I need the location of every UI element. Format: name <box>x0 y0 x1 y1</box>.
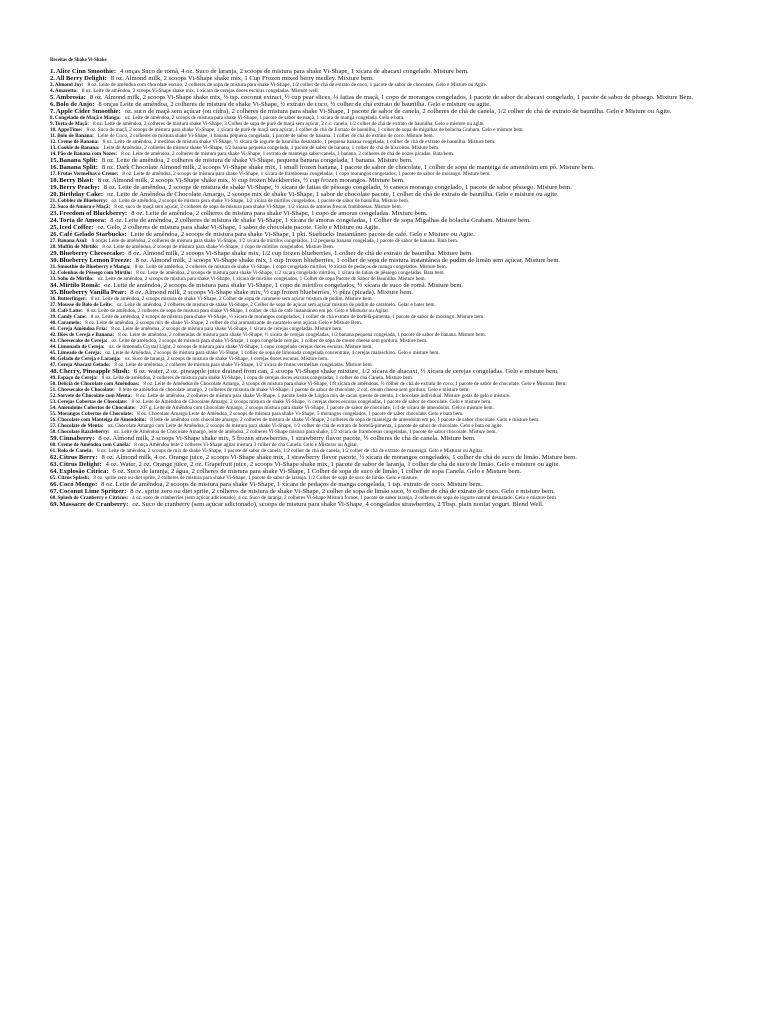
recipe-item <box>50 68 718 75</box>
recipe-text: 8 onça Amêndoa leite 2 colheres Vi-Shape agitar mistura 3 colher de chá Canela. Gelo e Misturar ou Agitar. <box>134 442 359 448</box>
recipe-text: 8 oz. Leite de amêndoa, 2 scoops de mistura para shake Vi-Shape, 1/2 xícara congelado mirtilos, 1 xícara de fatias de pêssego congeladas. Bata bem. <box>136 270 445 276</box>
recipe-number: 61. <box>50 448 57 454</box>
recipe-text: 8 oz. Leite de amêndoa, 2 colheres de mistura para shake Vi-Shape, 1/2 xícara de frutas vermelhas congeladas. Misture bem. <box>114 362 374 368</box>
recipe-number: 19. <box>50 184 59 191</box>
recipe-text: 8 oz. suco de maçã sem açúcar, 2 colheres de sopa de mistura para shake Vi-Shape, 1/2 xícara de amoras frescas framboesas. Misture bem. <box>114 204 402 210</box>
recipe-number: 35. <box>50 289 59 296</box>
recipe-number: 18. <box>50 177 59 184</box>
recipe-text: 8 oz. water, 2 oz. pineapple juice drained from can, 2 scoops Vi-Shape shake mixture, 1/2 xícara de abacaxi, ½ xícara de cerejas congeladas. Gelo e misture bem. <box>133 368 559 375</box>
recipe-number: 13. <box>50 145 57 151</box>
recipe-number: 33. <box>50 276 57 282</box>
recipe-number: 21. <box>50 198 57 204</box>
recipe-text: 4 oz. suco de cranberries (sem açúcar adicionado), 4 oz. Suco de laranja, 2 colheres Vi-Shape Mistura fornos, 1 pacote de sabor laranja, 2 colheres de sopa de iogurte natural desnatado. Gelo e misture bem. <box>132 495 558 501</box>
recipe-name: Splash de Cranberry e Cítricos: <box>57 495 129 501</box>
recipe-name: Soho de Mirtilo: <box>57 276 94 282</box>
recipe-text: 8 oz. Leite de amêndoa, 2 colheres de mistura para shake Vi-Shape, 1 pacote Leite de Lógica mix de cacau quente de menta, 1 chocolate individual. Misture gotas de gelo e misture. <box>136 393 511 399</box>
recipe-name: Limeade de Cereja: <box>57 350 102 356</box>
recipe-text: oz. de limonada Crystal Light, 2 scoops de mistura para shake Vi-Shape, 1 copo congelado cerejas doces escuras. Misture bem. <box>108 344 373 350</box>
recipe-name: Blueberry Lemon Freeze: <box>59 257 132 264</box>
recipe-text: oz. Leite de Amêndoa, 2 scoops de mistura para shake Vi-Shape, 1 colher de sopa de limonada congelada concentrate, 4 cerejas maraschino. Gelo e misture bem. <box>105 350 440 356</box>
recipe-number: 8. <box>50 115 54 121</box>
recipe-name: Sorvete de Chocolate com Menta: <box>57 393 133 399</box>
recipe-item <box>50 282 718 289</box>
recipe-text: 8 oz. Almond milk, 2 scoops Vi-Shape shake mix, 5 frozen strawberries, 1 strawberry flavor pacote, ½ colheres de chá de canela. Misture bem. <box>98 435 476 442</box>
recipe-name: Cookie de Banana: <box>57 145 100 151</box>
recipe-item <box>50 164 718 171</box>
recipe-name: Butterfinger: <box>57 296 87 302</box>
recipe-name: Gelado de Cereja e Laranja: <box>57 356 121 362</box>
recipe-text: 8 oz. Almond milk, 2 scoops Vi-Shape shake mix, 1/2 cup frozen blueberries, 1 colher de chá de extrato de baunilha. Misture bem. <box>128 250 473 257</box>
recipe-name: Suco de Amora e Maçã: <box>57 204 111 210</box>
recipe-name: Muffin de Mirtilo: <box>57 244 99 250</box>
recipe-number: 54. <box>50 405 57 411</box>
recipe-number: 50. <box>50 381 57 387</box>
recipe-text: 4 onças Suco de romã, 4 oz. Suco de laranja, 2 scoops de mistura para shake Vi-Shape, 1 xícara de abacaxi congelado. Misture bem. <box>120 68 469 75</box>
recipe-text: oz. Suco de laranja, 2 scoops de mistura de shake Vi-Shape, 1 cerejas doces escuras. Misture bem. <box>124 356 329 362</box>
recipe-text: Leite de Amêndoa, 2 colheres de mistura shake Vi-Shape, 1/2 banana pequena congelada, 1 pacote de sabor de banana, 1 colher de chá de biscoitos. Misture bem. <box>103 145 440 151</box>
recipe-number: 23. <box>50 210 59 217</box>
recipe-text: 8 oz. sprite zero ou diet sprite, 2 colheres de mistura para shake Vi-Shape, 1 pacote de sabor de laranja. 1/2 Colher de sopa de suco de limão. Gelo e misture. <box>93 475 419 481</box>
recipe-text: 8 oz. Almond milk, 2 scoops Vi-Shape shake mix, ½ cup frozen blackberries, ½ cup frozen morangos. Mixture bem. <box>97 177 405 184</box>
recipe-number: 32. <box>50 270 57 276</box>
recipe-number: 16. <box>50 164 59 171</box>
recipe-text: 8 oz. Dark Chocolate Almond milk, 2 scoops Vi-Shape shake mix, 1 small frozen banana, 1 pacote de sabor de chocolate, 1 colher de sopa de manteiga de amendoim em pó. Misture bem. <box>101 164 595 171</box>
recipe-number: 41. <box>50 326 57 332</box>
recipe-number: 36. <box>50 296 57 302</box>
recipe-item <box>50 501 718 508</box>
recipe-number: 4. <box>50 88 54 94</box>
recipe-name: Frutas Vermelhas e Creme: <box>57 171 119 177</box>
recipe-name: Alice Cinn Smoothie: <box>55 68 117 75</box>
recipe-number: 52. <box>50 393 57 399</box>
recipe-number: 44. <box>50 344 57 350</box>
recipe-number: 7. <box>50 108 55 115</box>
recipe-number: 17. <box>50 171 57 177</box>
recipe-name: Iced Coffee: <box>59 224 94 231</box>
recipe-text: 8 oz. Leite de amêndoa, 2 colheres de mistura de shake Vi-Shape, 1 copo congelado mirtilos, ½ xícara de pedaços de manga congelados. Misture bem. <box>134 264 448 270</box>
recipe-number: 15. <box>50 157 59 164</box>
recipe-name: Coco Mongo: <box>59 481 98 488</box>
recipe-name: Torta de Amora: <box>59 217 107 224</box>
recipe-number: 39. <box>50 314 57 320</box>
recipe-text: oz. Gelo, 2 colheres de mistura para shake Vi-Shape, 1 sabor de chocolate pacote. Gelo e Misture ou Agite. <box>97 224 380 231</box>
recipe-name: Cobbler de Blueberry: <box>57 198 108 204</box>
recipe-name: Apple Cider Smoothie: <box>55 108 121 115</box>
recipe-name: Explosão Cítrica: <box>59 468 109 475</box>
recipe-number: 66. <box>50 481 59 488</box>
recipe-name: Cherry, Pineapple Slush: <box>59 368 130 375</box>
recipe-text: 8 oz. Leite de amêndoa, 2 colheres de mistura para shake Vi-Shape, 1 copo de cerejas doces escuras congeladas, 1 colher de chá Canela. Misture bem. <box>101 375 414 381</box>
recipe-number: 53. <box>50 399 57 405</box>
recipe-name: Smoothie de Blueberry e Manga: <box>57 264 131 270</box>
recipe-item <box>50 461 718 468</box>
recipe-text: 8 oz. Chocolate Amargo Leite de Amêndoa, 2 scoops de mistura para shake Vi-Shape, 5 morangos congelados, 1 pacote de sabor chocolate. Gelo e bata bem. <box>137 411 464 417</box>
recipe-number: 63. <box>50 461 59 468</box>
recipe-text: 8 oz. Leite de amêndoa, 2 scoops de mistura para shake Vi-Shape, 1 xícara de pedaços de manga congelada, 1 tsp. extrato de coco. Misture bem. <box>101 481 483 488</box>
recipe-number: 58. <box>50 429 57 435</box>
recipe-text: 8 leite de amêndoa de chocolate amargo, 2 colheres de mistura de shake Vi-Shape, 1 pacote de sabor de chocolate, 2 col. cream cheese sem gordura. Gelo e misture bem. <box>118 387 470 393</box>
recipe-item <box>50 435 718 442</box>
recipe-name: Chocolate com Manteiga de Amendoim: <box>57 417 147 423</box>
recipe-text: 8 oz. Almond milk, 4 oz. Orange juice, 2 scoops Vi-Shape shake mix, 1 strawberry flavor pacote, ½ xícara de morangos congelados, 1 colher de chá de suco de limão. Misture bem. <box>101 454 577 461</box>
recipe-name: Banana Split: <box>59 157 98 164</box>
recipe-name: Creme de Banana: <box>57 139 99 145</box>
recipe-name: Citrus Splash: <box>57 475 90 481</box>
recipe-text: 8 onças Leite de amêndoa, 2 colheres de mistura para shake Vi-Shape, 1/2 xícara de mirtilos congelados, 1/2 pequena banana congelada, 1 pacote de sabor de banana. Bata bem. <box>91 238 459 244</box>
recipe-number: 38. <box>50 308 57 314</box>
recipe-text: 8 oz. Leite de amêndoa, 2 scoops de mistura para shake Vi-Shape, 1 xícara de cerejas congeladas. Misture bem. <box>111 326 343 332</box>
recipe-text: 8 oz. Leite de amêndoa, 2 colheres de sopa de mistura para shake Vi-Shape, 1 colher de chá de café instantâneo em pó. Gelo e Misturar ou Agitar. <box>86 308 390 314</box>
recipe-number: 5. <box>50 94 55 101</box>
recipe-text: 8 oz. Leite de amêndoa, 2 colheres de mistura de shake Vi-Shape, 1 xícara de amoras congeladas, 1 Colher de sopa Migalhas de bolacha Graham. Misture bem. <box>110 217 531 224</box>
recipe-name: Mousse de Bolo de Leite: <box>57 302 113 308</box>
recipe-name: Blueberry Vanilla Pear: <box>59 289 127 296</box>
recipe-name: Creme de Amêndoa com Canela: <box>57 442 131 448</box>
recipe-number: 31. <box>50 264 57 270</box>
recipe-item <box>50 191 718 198</box>
recipe-number: 37. <box>50 302 57 308</box>
recipe-name: Café Gelado Starbucks: <box>59 231 127 238</box>
recipe-text: 8 leite de amêndoa com chocolate amargo, 2 colheres de mistura de shake Vi-Shape, 2 colheres de sopa de manteiga de amendoim em pó, 1 pacote de sabor chocolate. Gelo e misture bem. <box>150 417 540 423</box>
recipe-number: 62. <box>50 454 59 461</box>
recipe-name: Amaretto: <box>54 88 78 94</box>
recipe-name: Chocolate Razzleberry: <box>57 429 110 435</box>
recipe-name: Chocolate de Menta: <box>57 423 104 429</box>
recipe-text: oz. Leite de amêndoa, 2 colheres de mistura de shake Vi-Shape, 2 Colher de sopa de açúcar sem açúcar mistura de pudim de caramelo. Gelar e bater bem. <box>116 302 436 308</box>
recipe-name: Espaço de Cereja: <box>57 375 98 381</box>
recipe-name: Ilões de Cereja e Banana: <box>57 332 115 338</box>
recipe-text: 4 oz. Water, 2 oz. Orange juice, 2 oz. Grapefruit juice, 2 scoops Vi-Shape shake mix, 1 pacote de sabor de laranja, 1 colher de chá de suco de limão. Gelo e misture ou agite. <box>105 461 561 468</box>
recipe-item <box>50 75 718 82</box>
recipe-number: 48. <box>50 368 59 375</box>
recipe-name: Mirtilo Romã: <box>59 282 101 289</box>
recipe-name: Freedom of Blackberry: <box>59 210 128 217</box>
recipe-text: oz. suco de maçã sem açúcar (ou cidra), 2 colheres de mistura para shake Vi-Shape, 1 pacote de sabor de canela, 2 colheres de chá de canela, 1/2 colher de chá de extrato de baunilha. Gelo e Misture ou Agite. <box>124 108 672 115</box>
recipe-name: AppeTime: <box>57 127 83 133</box>
recipe-text: 8 oz. Leite de amêndoa, 2 scoops mistura de shake Vi-Shape, 2 Colher de sopa de caramelo sem açúcar mistura de pudim. Misture bem. <box>90 296 373 302</box>
recipe-number: 34. <box>50 282 59 289</box>
recipe-number: 59. <box>50 435 59 442</box>
recipe-number: 51. <box>50 387 57 393</box>
recipe-item <box>50 289 718 296</box>
recipe-number: 43. <box>50 338 57 344</box>
recipe-number: 25. <box>50 224 59 231</box>
recipe-text: oz. Leite de amêndoa, 2 scoops de mistura para shake Vi-Shape, 1 pacote de sabor de maçã, 1 xícara de manga congelada. Gelo e bata. <box>124 115 405 121</box>
recipe-item <box>50 210 718 217</box>
recipe-text: 8 oz. Almond milk, 2 scoops Vi-Shape shake mix, ½ tsp. coconut extract, ½ cup pear slices, ¼ fatias de maçã, 1 copo de morangos congelados, 1 pacote de sabor de abacaxi congelado, 1 pacote de sabor de pêssego. Mixture Bem. <box>89 94 694 101</box>
recipe-text: 8 oz. Leite de amêndoa, 2 colheres de mistura para shake Vi-Shape, 1 extrato de manteiga sabor/canela, 1 banana, 2 colheres de chá de nozes picadas. Bata bem. <box>121 151 455 157</box>
recipe-name: Citrus Berry: <box>59 454 98 461</box>
recipe-name: Cerejas Cobertas de Chocolate: <box>57 399 128 405</box>
recipe-item <box>50 224 718 231</box>
recipe-text: 8 oz. Leite de amêndoa, 2 scoops de mistura de shake Vi-Shape, ½ xícara de fatias de pêssego congelado, ½ caneca morango congelado, 1 pacote de sabor pêssego. Misture bem. <box>103 184 572 191</box>
recipe-number: 24. <box>50 217 59 224</box>
recipe-text: Leite de amêndoa, 2 scoops de mistura para shake Vi-Shape, 1 pkt. Starbucks Instantâneo pacote de café. Gelo e Misture ou Agite. <box>130 231 475 238</box>
recipe-number: 6. <box>50 101 55 108</box>
recipe-item <box>50 481 718 488</box>
recipe-item <box>50 488 718 495</box>
recipe-text: 8 onças Leite de amêndoa, 2 colheres de mistura de shake Vi-Shape, ½ extrato de coco, ½ colher de chá extrato de baunilha. Gelo e misture ou agite. <box>98 101 491 108</box>
recipe-number: 45. <box>50 350 57 356</box>
recipe-text: 8 oz. Leite de Amêndoa de Chocolate Amargo, 2 scoops mistura de shake Vi-Shape, ½ cerejas doces escuras congeladas, 1 pacote de sabor de chocolate. Gelo e misture bem. <box>131 399 492 405</box>
recipe-number: 68. <box>50 495 57 501</box>
recipe-text: 207 g. Leite de Amêndoa com Chocolate Amargo, 2 scoops mistura para shake Vi-Shape, 1 pacote de sabor de chocolate, 1/4 de xícara de amendoins. Gelo e misture bem. <box>139 405 494 411</box>
recipe-number: 57. <box>50 423 57 429</box>
recipe-text: 8 oz. sprite zero ou diet sprite, 2 colheres de mistura de shake Vi-Shape, 2 colher de sopa de limão suco, ½ colher de chá de extrato de coco. Gelo e misture bem. <box>130 488 555 495</box>
recipe-item <box>50 368 718 375</box>
recipe-name: Delícia de Chocolate com Amêndoas: <box>57 381 140 387</box>
recipe-number: 22. <box>50 204 57 210</box>
recipe-text: 8 oz. Suco de maçã, 2 scoops de mistura para shake Vi-Shape, 1 xícara de purê de maçã sem açúcar, 1 colher de chá de Extrato de baunilha, 1 colher de sopa de migalhas de bolacha Graham. Gelo e misture bem. <box>86 127 524 133</box>
recipe-number: 67. <box>50 488 59 495</box>
recipe-text: 8 oz. Leite de amêndoa, 2 scoops de mistura para shake Vi-Shape, 1 xícara de framboesas congeladas, 1 copo morangos congelados, 1 pacote de sabor de morango. Misture bem. <box>122 171 491 177</box>
recipe-name: Cheesecake de Cereja: <box>57 338 108 344</box>
recipe-number: 26. <box>50 231 59 238</box>
recipe-name: Candy Cane: <box>57 314 87 320</box>
recipe-number: 11. <box>50 133 57 139</box>
recipe-name: Coconut Lime Spritzer: <box>59 488 127 495</box>
recipe-text: oz. Leite de amêndoa, 2 scoops de mistura para shake Vi-Shape, 1/2 xícara de mirtilos congelados, 1 pacote de sabor de baunilha. Misture bem. <box>111 198 410 204</box>
recipe-number: 10. <box>50 127 57 133</box>
recipe-name: Berry Blast: <box>59 177 94 184</box>
recipe-number: 49. <box>50 375 57 381</box>
recipe-number: 28. <box>50 244 57 250</box>
recipe-number: 2. <box>50 75 55 82</box>
recipe-text: 6 oz. Suco de laranja, 2 água, 2 colheres de mistura para shake Vi-Shape, 1 Colher de sopa de suco de limão, 1 colher de sopa Canela. Gelo e Misture bem. <box>112 468 522 475</box>
recipe-item <box>50 468 718 475</box>
recipe-number: 30. <box>50 257 59 264</box>
recipe-text: 8 oz. Leite de amêndoa, 2 colheradas de mistura para shake Vi-Shape, ½ xícara de cerejas congeladas, 1/2 banana pequena congelada, 1 pacote de sabor de banana. Misture bem. <box>118 332 486 338</box>
recipe-text: 8 oz. Leite de amêndoa, 2 scoops de mistura para shake Vi-Shape, 1 copo de mirtilos congelados. Misture Bem. <box>102 244 335 250</box>
recipe-number: 3. <box>50 82 54 88</box>
recipe-text: oz. Leite de amêndoa, 2 scoops de mistura para shake Vi-Shape, 1 xícara de mirtilos congelados, 1 Colher de sopa Pacote de Sabor de Baunilha. Misture bem. <box>97 276 426 282</box>
recipe-name: Massacre de Cranberry: <box>59 501 129 508</box>
recipe-name: Ambrosia: <box>55 94 86 101</box>
recipe-name: Blueberry Cheesecake: <box>59 250 125 257</box>
recipe-name: Banana Azul: <box>57 238 88 244</box>
recipe-number: 42. <box>50 332 57 338</box>
recipe-list <box>50 68 718 508</box>
recipe-text: 8 oz. Leite de amêndoa, 2 scoops mix de shake Vi-Shape, 2 colher de chá aromatizante de caramelo sem açúcar. Gelo e Misture Bem. <box>85 320 363 326</box>
recipe-item <box>50 454 718 461</box>
recipe-name: Amendoins Cobertos de Chocolate: <box>57 405 136 411</box>
recipe-text: 8 oz. Leite de amêndoa, 2 colheres de mistura shake Vi-Shape, 3 Colher de sopa de purê de maçã sem açúcar, 2 c.c. canela, 1/2 colher de chá de extrato de baunilha. Gelo e misture ou agite. <box>93 121 485 127</box>
recipe-text: 8 oz. Leite de amêndoa, 2 scoops de mistura para shake Vi-Shape, ½ xícara de morangos congelados, 1 colher de chá extrato de hortelã-pimenta, 1 pacote de sabor de morango. Misture bem. <box>90 314 485 320</box>
recipe-text: 8 oz. Almond milk, 2 scoops Vi-Shape shake mix, 1 cup frozen blueberries, 1 colher de sopa de mistura instantânea de pudim de limão sem açúcar. Misture bem. <box>135 257 561 264</box>
recipe-name: Café Latte: <box>57 308 83 314</box>
recipe-number: 69. <box>50 501 59 508</box>
recipe-item <box>50 177 718 184</box>
recipe-name: Cheesecake de Chocolate: <box>57 387 115 393</box>
recipe-name: Bolo de Anjo: <box>55 101 95 108</box>
recipe-name: Pão de Banana com Nozes: <box>57 151 118 157</box>
recipe-text: 8 oz. Leite de amêndoa, 2 colheres de mistura para shake Vi-Shape, 1 copo de amoras congeladas. Mixture bem. <box>131 210 428 217</box>
recipe-name: Almond Joy: <box>54 82 84 88</box>
recipe-number: 46. <box>50 356 57 362</box>
recipe-text: 8 oz. Almond milk, 2 scoops Vi-Shape shake mix, 1 Cup Frozen mixed berry medley. Mixture bem. <box>110 75 374 82</box>
recipe-text: Leite de Coco, 2 colheres de mistura shake Vi-Shape, 1 banana pequena congelada, 1 pacote de sabor de banana, 1 colher de chá de extrato de coco. Misture bem. <box>97 133 434 139</box>
recipe-item <box>50 108 718 115</box>
recipe-number: 64. <box>50 468 59 475</box>
recipe-number: 56. <box>50 417 57 423</box>
recipe-name: Caramelo: <box>57 320 82 326</box>
document <box>50 58 718 508</box>
recipe-number: 55. <box>50 411 57 417</box>
recipe-name: Berry Peachy: <box>59 184 100 191</box>
recipe-name: Citrus Delight: <box>59 461 102 468</box>
recipe-text: 8 oz. Almond milk, 2 scoops Vi-Shape shake mix, ½ cup frozen blueberries, ½ pêra (picada). Mixture bem. <box>130 289 414 296</box>
recipe-name: Bolo de Banana: <box>57 133 94 139</box>
recipe-item <box>50 231 718 238</box>
recipe-number: 20. <box>50 191 59 198</box>
recipe-number: 14. <box>50 151 57 157</box>
recipe-text: oz. Leite de Amêndoa de Chocolate Amargo, leite de amêndoa, 2 colheres Vi-Shape mistura para shake, 1/2 xícara de framboesas congeladas, 1 pacote de sabor chocolate. Misture bem. <box>113 429 497 435</box>
recipe-item <box>50 94 718 101</box>
recipe-name: Birthday Cake: <box>59 191 104 198</box>
recipe-text: 8 oz. Leite de amêndoa, 2 scoops de mix de shake Vi-Shape, 1 pacote de sabor de canela, 1/2 colher de chá de canela, 1/2 colher de chá de extrato de manteiga. Gelo e Misturar ou Agitar. <box>96 448 484 454</box>
recipe-name: Cereja Amêndoa Fria: <box>57 326 108 332</box>
recipe-number: 27. <box>50 238 57 244</box>
recipe-text: 8 oz. Leite de amêndoa com chocolate escuro, 2 colheres de sopa de mistura para shake Vi-Shape, 1/2 colher de chá de extrato de coco, 1 pacote de sabor de chocolate, Gelo e Misture ou Agite. <box>87 82 488 88</box>
recipe-name: Cereja Abacaxi Gelado: <box>57 362 111 368</box>
recipe-item <box>50 184 718 191</box>
recipe-text: 8 oz. Leite de amêndoa, 2 scoops Vi-Shape shake mix, 1 xícara de cerejas doces escuras congeladas. Misture well. <box>81 88 319 94</box>
recipe-item <box>50 157 718 164</box>
recipe-name: Morangos Cobertos de Chocolate: <box>57 411 134 417</box>
recipe-number: 40. <box>50 320 57 326</box>
recipe-text: 8 oz. Leite de amêndoa, 2 colheres de mistura de shake Vi-Shape, pequena banana congelada, 1 banana. Misture bem. <box>101 157 413 164</box>
recipe-number: 47. <box>50 362 57 368</box>
recipe-text: 8 oz. Leite de amêndoa, 2 medidas de mistura shake Vi-Shape, ½ xícara de iogurte de baunilha desnatado, 1 pequena banana congelada, 1 colher de chá de extrato de baunilha. Misture bem. <box>102 139 496 145</box>
recipe-item <box>50 257 718 264</box>
recipe-name: All Berry Delight: <box>55 75 107 82</box>
recipe-number: 1. <box>50 68 55 75</box>
recipe-item <box>50 250 718 257</box>
recipe-number: 9. <box>50 121 54 127</box>
recipe-text: 8 oz. Leite de Amêndoa de Chocolate Amargo, 2 scoops de mistura para shake Vi-Shape, 1/8 xícara de amêndoas, ½ colher de chá de extrato de coco, 1 pacote de sabor de chocolate. Gelo e Misturar Bem. <box>143 381 567 387</box>
recipe-text: oz. Leite de amêndoa, 2 scoops de mistura para shake Vi-Shape, 1 copo congelado cerejas, 1 colher de sopa de creme cheese sem gordura. Misture bem. <box>111 338 428 344</box>
recipe-number: 29. <box>50 250 59 257</box>
recipe-item <box>50 217 718 224</box>
recipe-name: Torta de Maçã: <box>54 121 89 127</box>
recipe-text: oz. Chocolate Amargo com Leite de Amêndoa, 2 scoops de mistura para shake Vi-Shape, 1/2 colher de chá de extrato de hortelã-pimenta, 1 pacote de sabor de chocolate. Gelo e bata ou agite. <box>107 423 503 429</box>
recipe-name: Cinnaberry: <box>59 435 95 442</box>
recipe-text: oz. Suco de cranberry (sem açúcar adicionado), scoops de mistura para shake Vi-Shape, 4 congelados strawberries, 2 Tbsp. plain nonfat yogurt. Blend Well. <box>132 501 544 508</box>
recipe-number: 60. <box>50 442 57 448</box>
recipe-name: Congelado de Maçã e Manga: <box>54 115 121 121</box>
recipe-number: 65. <box>50 475 57 481</box>
recipe-number: 12. <box>50 139 57 145</box>
recipe-text: oz. Leite de amêndoa, 2 scoops de mistura para shake Vi-Shape, 1 copo de mirtilos congelados, ½ xícara de suco de romã. Misture bem. <box>104 282 464 289</box>
recipe-name: Limonada de Cereja: <box>57 344 105 350</box>
recipe-name: Colenhas de Pêssego com Mirtilo: <box>57 270 133 276</box>
recipe-name: Rolo de Canela: <box>57 448 93 454</box>
recipe-item <box>50 101 718 108</box>
recipe-text: oz. Leite de Amêndoa de Chocolate Amargo, 2 scoops mix de shake Vi-Shape, 1 sabor de chocolate pacote, 1 colher de chá de extrato de baunilha. Gelo e misture ou agite. <box>107 191 559 198</box>
document-title: Receitas de Shake Vi-Shake <box>50 58 107 63</box>
recipe-name: Banana Split: <box>59 164 98 171</box>
